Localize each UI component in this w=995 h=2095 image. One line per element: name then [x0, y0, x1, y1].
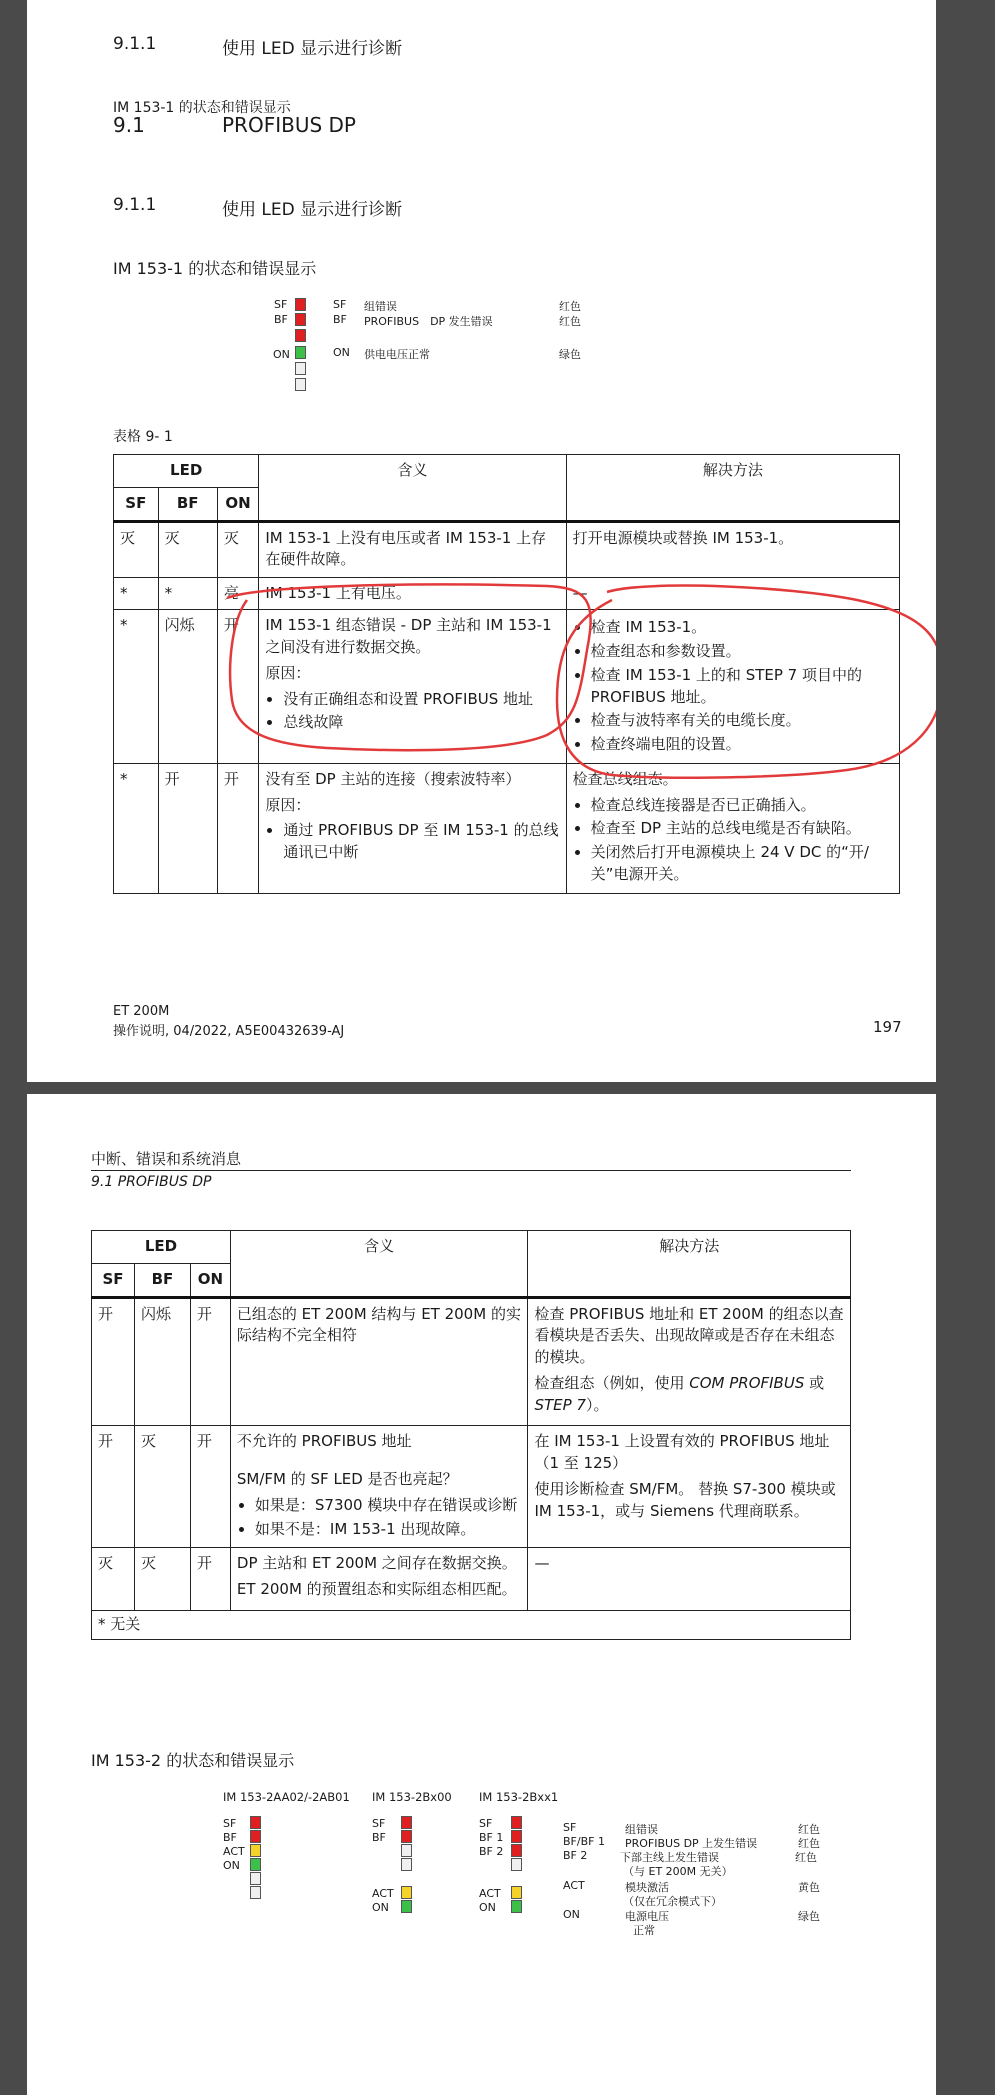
cell-bf: 闪烁	[158, 610, 217, 764]
cell-on: 开	[190, 1426, 230, 1548]
legend-name: ON	[563, 1908, 580, 1921]
led-indicator	[401, 1886, 412, 1899]
section-header: 9.1 PROFIBUS DP	[91, 1174, 212, 1190]
led-indicator	[511, 1886, 522, 1899]
legend-color-bf: 红色	[559, 315, 581, 328]
cell-solution: 打开电源模块或替换 IM 153-1。	[566, 521, 899, 577]
cell-bf: 开	[158, 763, 217, 893]
list-item: • 检查 IM 153-1。	[591, 617, 893, 639]
legend-color: 绿色	[798, 1910, 820, 1923]
led-label: ACT	[372, 1887, 394, 1900]
page-number: 197	[873, 1018, 902, 1036]
cell-solution: —	[528, 1548, 851, 1611]
document-page-2	[27, 1094, 936, 2095]
led-indicator	[401, 1844, 412, 1857]
led-label-on: ON	[273, 348, 290, 361]
list-item: • 检查与波特率有关的电缆长度。	[591, 710, 893, 732]
cell-sf: *	[114, 610, 159, 764]
legend-desc: PROFIBUS DP 上发生错误	[625, 1837, 758, 1850]
cell-solution: —	[566, 577, 899, 610]
cell-meaning: 已组态的 ET 200M 结构与 ET 200M 的实际结构不完全相符	[230, 1297, 528, 1426]
cell-sf: *	[114, 577, 159, 610]
column-header-led: LED	[114, 455, 259, 488]
cell-meaning	[230, 1548, 528, 1611]
legend-name-on: ON	[333, 346, 350, 359]
legend-desc: 组错误	[625, 1823, 658, 1836]
led-label: ACT	[223, 1845, 245, 1858]
led-indicator	[401, 1830, 412, 1843]
variant-title: IM 153-2AA02/-2AB01	[223, 1790, 350, 1804]
solution-intro: 检查总线组态。	[572, 769, 678, 788]
led-label: ON	[223, 1859, 240, 1872]
variant-title: IM 153-2Bx00	[372, 1790, 452, 1804]
solution-text-part: 或	[804, 1373, 825, 1392]
led-diagnosis-table-continued	[91, 1230, 851, 1640]
meaning-text: 不允许的 PROFIBUS 地址	[236, 1432, 412, 1451]
small-caption: IM 153-1 的状态和错误显示	[113, 100, 291, 116]
solution-text: 在 IM 153-1 上设置有效的 PROFIBUS 地址（1 至 125）	[534, 1432, 830, 1472]
led-label: ON	[372, 1901, 389, 1914]
led-indicator	[250, 1886, 261, 1899]
legend-desc: 模块激活	[625, 1881, 669, 1894]
list-item: • 检查 IM 153-1 上的和 STEP 7 项目中的 PROFIBUS 地址。	[591, 665, 893, 709]
hand-drawn-annotation	[27, 0, 936, 1082]
legend-color: 红色	[795, 1851, 817, 1864]
table-row	[92, 1548, 851, 1611]
cell-bf: 闪烁	[134, 1297, 190, 1426]
meaning-text: ET 200M 的预置组态和实际组态相匹配。	[236, 1580, 517, 1598]
cell-on: 灭	[217, 521, 259, 577]
subsection-title: 使用 LED 显示进行诊断	[222, 200, 403, 220]
led-indicator	[511, 1830, 522, 1843]
cell-on: 开	[190, 1297, 230, 1426]
cell-bf: 灭	[134, 1426, 190, 1548]
led-label: BF	[372, 1831, 386, 1844]
header-rule	[91, 1170, 851, 1171]
solution-text	[534, 1373, 844, 1417]
solution-text: 检查 PROFIBUS 地址和 ET 200M 的组态以查看模块是否丢失、出现故障或是否存在未组态的模块。	[534, 1304, 844, 1366]
led-indicator	[250, 1816, 261, 1829]
legend-color-on: 绿色	[559, 348, 581, 361]
cell-solution	[528, 1426, 851, 1548]
status-heading: IM 153-1 的状态和错误显示	[113, 259, 317, 278]
led-label: SF	[223, 1817, 237, 1830]
document-page-1	[27, 0, 936, 1082]
led-indicator	[250, 1858, 261, 1871]
legend-name: BF 2	[563, 1849, 588, 1862]
led-label: SF	[372, 1817, 386, 1830]
column-header-sf: SF	[114, 487, 159, 521]
table-footnote-row	[92, 1610, 851, 1639]
list-item: • 总线故障	[283, 712, 559, 734]
column-header-bf: BF	[158, 487, 217, 521]
led-indicator	[511, 1900, 522, 1913]
led-indicator	[511, 1858, 522, 1871]
column-header-on: ON	[190, 1263, 230, 1297]
cell-on: 开	[190, 1548, 230, 1611]
cell-on: 开	[217, 610, 259, 764]
footer-product: ET 200M	[113, 1004, 170, 1019]
subsection-number: 9.1.1	[113, 195, 157, 215]
led-indicator	[511, 1816, 522, 1829]
meaning-text: 没有至 DP 主站的连接（搜索波特率）	[265, 769, 521, 788]
cell-sf: *	[114, 763, 159, 893]
question-text: SM/FM 的 SF LED 是否也亮起？	[236, 1470, 458, 1488]
legend-desc-sf: 组错误	[364, 300, 397, 313]
led-indicator	[401, 1900, 412, 1913]
solution-text: 使用诊断检查 SM/FM。 替换 S7-300 模块或 IM 153-1，或与 Siemens 代理商联系。	[534, 1479, 836, 1520]
led-label: SF	[479, 1817, 493, 1830]
list-item: • 检查终端电阻的设置。	[591, 734, 893, 756]
chapter-header: 中断、错误和系统消息	[91, 1150, 242, 1168]
legend-desc-note: （与 ET 200M 无关）	[623, 1865, 733, 1878]
cell-meaning	[230, 1426, 528, 1548]
led-label: ON	[479, 1901, 496, 1914]
legend-color-sf: 红色	[559, 300, 581, 313]
legend-color: 黄色	[798, 1881, 820, 1894]
cell-on: 开	[217, 763, 259, 893]
cell-sf: 开	[92, 1426, 135, 1548]
column-header-meaning: 含义	[230, 1231, 528, 1298]
led-indicator	[511, 1844, 522, 1857]
list-item: • 没有正确组态和设置 PROFIBUS 地址	[283, 689, 559, 711]
section-title: PROFIBUS DP	[222, 113, 356, 137]
footnote: * 无关	[92, 1610, 851, 1639]
cell-bf: *	[158, 577, 217, 610]
list-item: • 检查总线连接器是否已正确插入。	[591, 795, 893, 817]
meaning-text: IM 153-1 组态错误 - DP 主站和 IM 153-1 之间没有进行数据交换。	[265, 616, 552, 656]
tool-name: COM PROFIBUS	[689, 1373, 805, 1392]
led-label: BF 2	[479, 1845, 504, 1858]
column-header-led: LED	[92, 1231, 231, 1264]
led-indicator	[401, 1816, 412, 1829]
top-heading-number: 9.1.1	[113, 34, 157, 54]
cell-meaning: IM 153-1 上有电压。	[259, 577, 566, 610]
list-item: • 通过 PROFIBUS DP 至 IM 153-1 的总线通讯已中断	[283, 820, 559, 864]
led-label: BF	[223, 1831, 237, 1844]
legend-desc-note: （仅在冗余模式下）	[623, 1895, 722, 1908]
cell-bf: 灭	[158, 521, 217, 577]
column-header-solution: 解决方法	[528, 1231, 851, 1298]
meaning-text: DP 主站和 ET 200M 之间存在数据交换。	[236, 1554, 517, 1573]
legend-desc-bf: PROFIBUS DP 发生错误	[364, 315, 493, 328]
led-label-bf: BF	[274, 313, 288, 326]
cell-sf: 灭	[114, 521, 159, 577]
led-indicator	[250, 1844, 261, 1857]
bullet-list	[237, 1495, 522, 1541]
led-indicator	[401, 1858, 412, 1871]
column-header-bf: BF	[134, 1263, 190, 1297]
legend-desc-note: 正常	[633, 1924, 655, 1937]
list-item: • 关闭然后打开电源模块上 24 V DC 的“开/关”电源开关。	[591, 842, 893, 886]
top-heading-title: 使用 LED 显示进行诊断	[222, 39, 403, 59]
legend-desc: 下部主线上发生错误	[620, 1851, 719, 1864]
legend-name: ACT	[563, 1879, 585, 1892]
cell-sf: 开	[92, 1297, 135, 1426]
column-header-meaning: 含义	[259, 455, 566, 522]
cell-bf: 灭	[134, 1548, 190, 1611]
column-header-sf: SF	[92, 1263, 135, 1297]
legend-name-sf: SF	[333, 298, 347, 311]
legend-name: SF	[563, 1821, 577, 1834]
im1532-heading: IM 153-2 的状态和错误显示	[91, 1751, 295, 1770]
variant-title: IM 153-2Bxx1	[479, 1790, 559, 1804]
legend-color: 红色	[798, 1823, 820, 1836]
table-caption: 表格 9- 1	[113, 429, 173, 445]
cell-meaning: IM 153-1 上没有电压或者 IM 153-1 上存在硬件故障。	[259, 521, 566, 577]
led-indicator	[250, 1872, 261, 1885]
cell-solution	[528, 1297, 851, 1426]
list-item: • 如果不是：IM 153-1 出现故障。	[255, 1519, 522, 1541]
led-label: BF 1	[479, 1831, 504, 1844]
table-row	[92, 1297, 851, 1426]
list-item: • 检查组态和参数设置。	[591, 641, 893, 663]
led-indicator	[250, 1830, 261, 1843]
legend-desc-on: 供电电压正常	[364, 348, 430, 361]
column-header-solution: 解决方法	[566, 455, 899, 522]
tool-name: STEP 7	[534, 1395, 586, 1414]
list-item: • 如果是：S7300 模块中存在错误或诊断	[255, 1495, 522, 1517]
solution-text-part: ）。	[585, 1395, 609, 1414]
cause-label: 原因：	[265, 795, 311, 814]
table-row	[92, 1426, 851, 1548]
cell-sf: 灭	[92, 1548, 135, 1611]
legend-color: 红色	[798, 1837, 820, 1850]
section-number: 9.1	[113, 113, 145, 137]
cause-label: 原因：	[265, 663, 311, 682]
led-label: ACT	[479, 1887, 501, 1900]
led-label-sf: SF	[274, 298, 288, 311]
legend-name-bf: BF	[333, 313, 347, 326]
column-header-on: ON	[217, 487, 259, 521]
legend-desc: 电源电压	[625, 1910, 669, 1923]
cell-on: 亮	[217, 577, 259, 610]
footer-document: 操作说明, 04/2022, A5E00432639-AJ	[113, 1024, 345, 1039]
legend-name: BF/BF 1	[563, 1835, 605, 1848]
list-item: • 检查至 DP 主站的总线电缆是否有缺陷。	[591, 818, 893, 840]
solution-text-part: 检查组态（例如，使用	[534, 1373, 690, 1392]
